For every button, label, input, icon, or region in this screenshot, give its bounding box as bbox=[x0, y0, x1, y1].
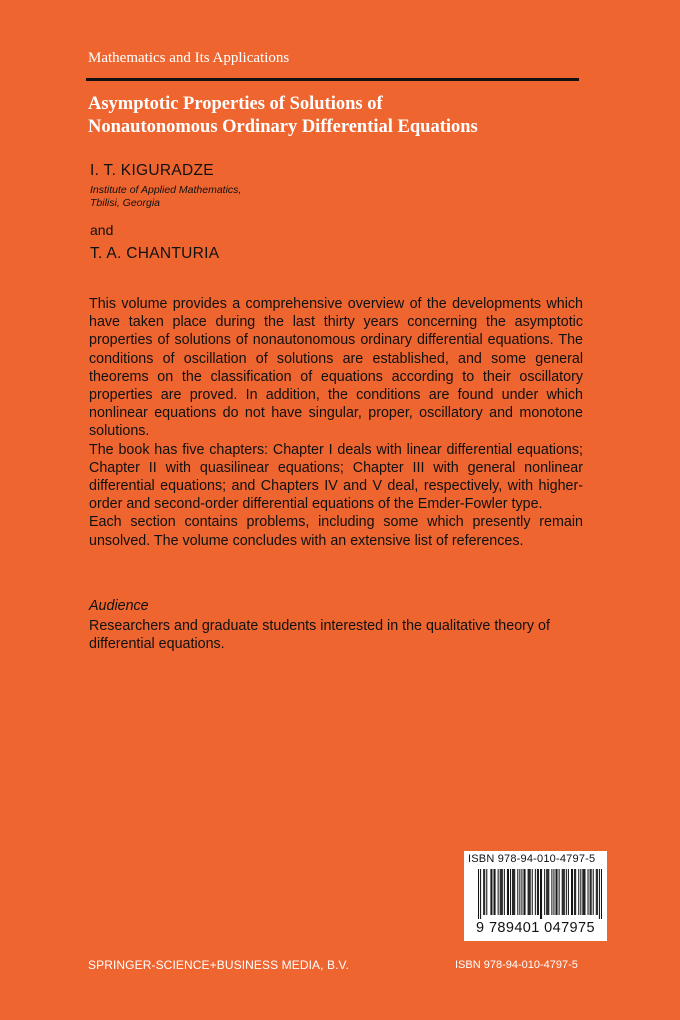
barcode-bar bbox=[547, 869, 548, 915]
barcode-bar bbox=[523, 869, 524, 915]
barcode-bar bbox=[544, 869, 545, 915]
barcode-bar bbox=[575, 869, 576, 915]
description-paragraph-2: The book has five chapters: Chapter I deals with linear differential equations; Chapter II with quasilinear equations; Chapter III with general nonlinear differential equations; and Chapters IV and V deal, respectively, with higher-order and second-order differential equations of the Emder-Fowler type. bbox=[89, 441, 583, 513]
publisher: SPRINGER-SCIENCE+BUSINESS MEDIA, B.V. bbox=[88, 958, 349, 972]
barcode-bar bbox=[593, 869, 594, 915]
author-1: I. T. KIGURADZE bbox=[90, 162, 214, 179]
author-1-affiliation bbox=[90, 184, 241, 210]
barcode-bar bbox=[483, 869, 484, 915]
barcode-digits: 9 789401 047975 bbox=[476, 920, 595, 936]
barcode-bar bbox=[583, 869, 584, 915]
barcode-bar bbox=[504, 869, 505, 915]
title-line-1: Asymptotic Properties of Solutions of bbox=[88, 94, 383, 114]
barcode-bar bbox=[566, 869, 567, 915]
horizontal-rule bbox=[86, 78, 579, 81]
barcode-bar bbox=[490, 869, 491, 915]
barcode-bar bbox=[478, 869, 479, 919]
barcode-bar bbox=[540, 869, 541, 919]
barcode-bar bbox=[495, 869, 496, 915]
series-title: Mathematics and Its Applications bbox=[88, 50, 290, 66]
barcode-bar bbox=[591, 869, 592, 915]
barcode-bar bbox=[559, 869, 560, 915]
barcode-bar bbox=[486, 869, 487, 915]
audience-heading: Audience bbox=[89, 598, 149, 614]
barcode-bar bbox=[563, 869, 564, 915]
barcode-bar bbox=[502, 869, 503, 915]
barcode-bar bbox=[517, 869, 518, 915]
barcode-bar bbox=[498, 869, 499, 915]
barcode-bar bbox=[597, 869, 598, 915]
audience-text: Researchers and graduate students interested in the qualitative theory of differential equations. bbox=[89, 618, 550, 653]
barcode-bar bbox=[580, 869, 581, 915]
barcode-bar bbox=[494, 869, 495, 915]
barcode-bar bbox=[578, 869, 579, 915]
isbn-bottom: ISBN 978-94-010-4797-5 bbox=[455, 959, 578, 971]
barcode-bar bbox=[500, 869, 501, 915]
barcode-bar bbox=[588, 869, 589, 915]
barcode-bar bbox=[512, 869, 513, 915]
barcode-bar bbox=[519, 869, 520, 915]
barcode-bar bbox=[584, 869, 585, 915]
barcode-bar bbox=[574, 869, 575, 915]
barcode-bar bbox=[596, 869, 597, 915]
barcode-bar bbox=[546, 869, 547, 915]
barcode-bar bbox=[551, 869, 552, 915]
barcode-bar bbox=[510, 869, 511, 915]
barcode-bar bbox=[601, 869, 602, 919]
barcode bbox=[464, 851, 607, 941]
affiliation-line-1: Institute of Applied Mathematics, bbox=[90, 184, 242, 196]
barcode-bar bbox=[507, 869, 508, 915]
description-paragraph-3: Each section contains problems, including some which presently remain unsolved. The volume concludes with an extensive list of references. bbox=[89, 514, 583, 549]
affiliation-line-2: Tbilisi, Georgia bbox=[90, 197, 161, 209]
barcode-isbn-label: ISBN 978-94-010-4797-5 bbox=[468, 853, 596, 865]
barcode-bar bbox=[571, 869, 572, 915]
barcode-bar bbox=[480, 869, 481, 919]
barcode-bar bbox=[484, 869, 485, 915]
description-paragraph-1: This volume provides a comprehensive overview of the developments which have taken place during the last thirty years concerning the asymptotic properties of solutions of nonautonomous ordinary differential equations. The conditions of oscillation of solutions are established, and some general theorems on the classification of equations according to their oscillatory properties are proved. In addition, the conditions are found under which nonlinear equations do not have singular, proper, oscillatory and monotone solutions. bbox=[89, 296, 583, 440]
title-line-2: Nonautonomous Ordinary Differential Equations bbox=[88, 117, 478, 137]
barcode-bar bbox=[572, 869, 573, 915]
barcode-bar bbox=[564, 869, 565, 915]
and-connector: and bbox=[90, 222, 114, 238]
barcode-bar bbox=[553, 869, 554, 915]
barcode-bar bbox=[529, 869, 530, 915]
barcode-bars bbox=[478, 869, 602, 919]
barcode-bar bbox=[590, 869, 591, 915]
barcode-bar bbox=[513, 869, 514, 915]
barcode-bar bbox=[532, 869, 533, 915]
barcode-bar bbox=[599, 869, 600, 919]
barcode-bar bbox=[521, 869, 522, 915]
barcode-bar bbox=[508, 869, 509, 915]
description bbox=[89, 295, 583, 550]
barcode-bar bbox=[514, 869, 515, 915]
barcode-bar bbox=[525, 869, 526, 915]
barcode-bar bbox=[535, 869, 536, 915]
barcode-bar bbox=[530, 869, 531, 915]
barcode-bar bbox=[537, 869, 538, 915]
barcode-bar bbox=[528, 869, 529, 915]
book-title bbox=[88, 93, 588, 139]
barcode-bar bbox=[501, 869, 502, 915]
barcode-bar bbox=[568, 869, 569, 915]
barcode-bar bbox=[562, 869, 563, 915]
author-2: T. A. CHANTURIA bbox=[90, 245, 220, 262]
barcode-bar bbox=[491, 869, 492, 915]
barcode-bar bbox=[548, 869, 549, 915]
barcode-bar bbox=[538, 869, 539, 915]
barcode-bar bbox=[541, 869, 542, 919]
barcode-bar bbox=[556, 869, 557, 915]
barcode-bar bbox=[557, 869, 558, 915]
barcode-bar bbox=[582, 869, 583, 915]
